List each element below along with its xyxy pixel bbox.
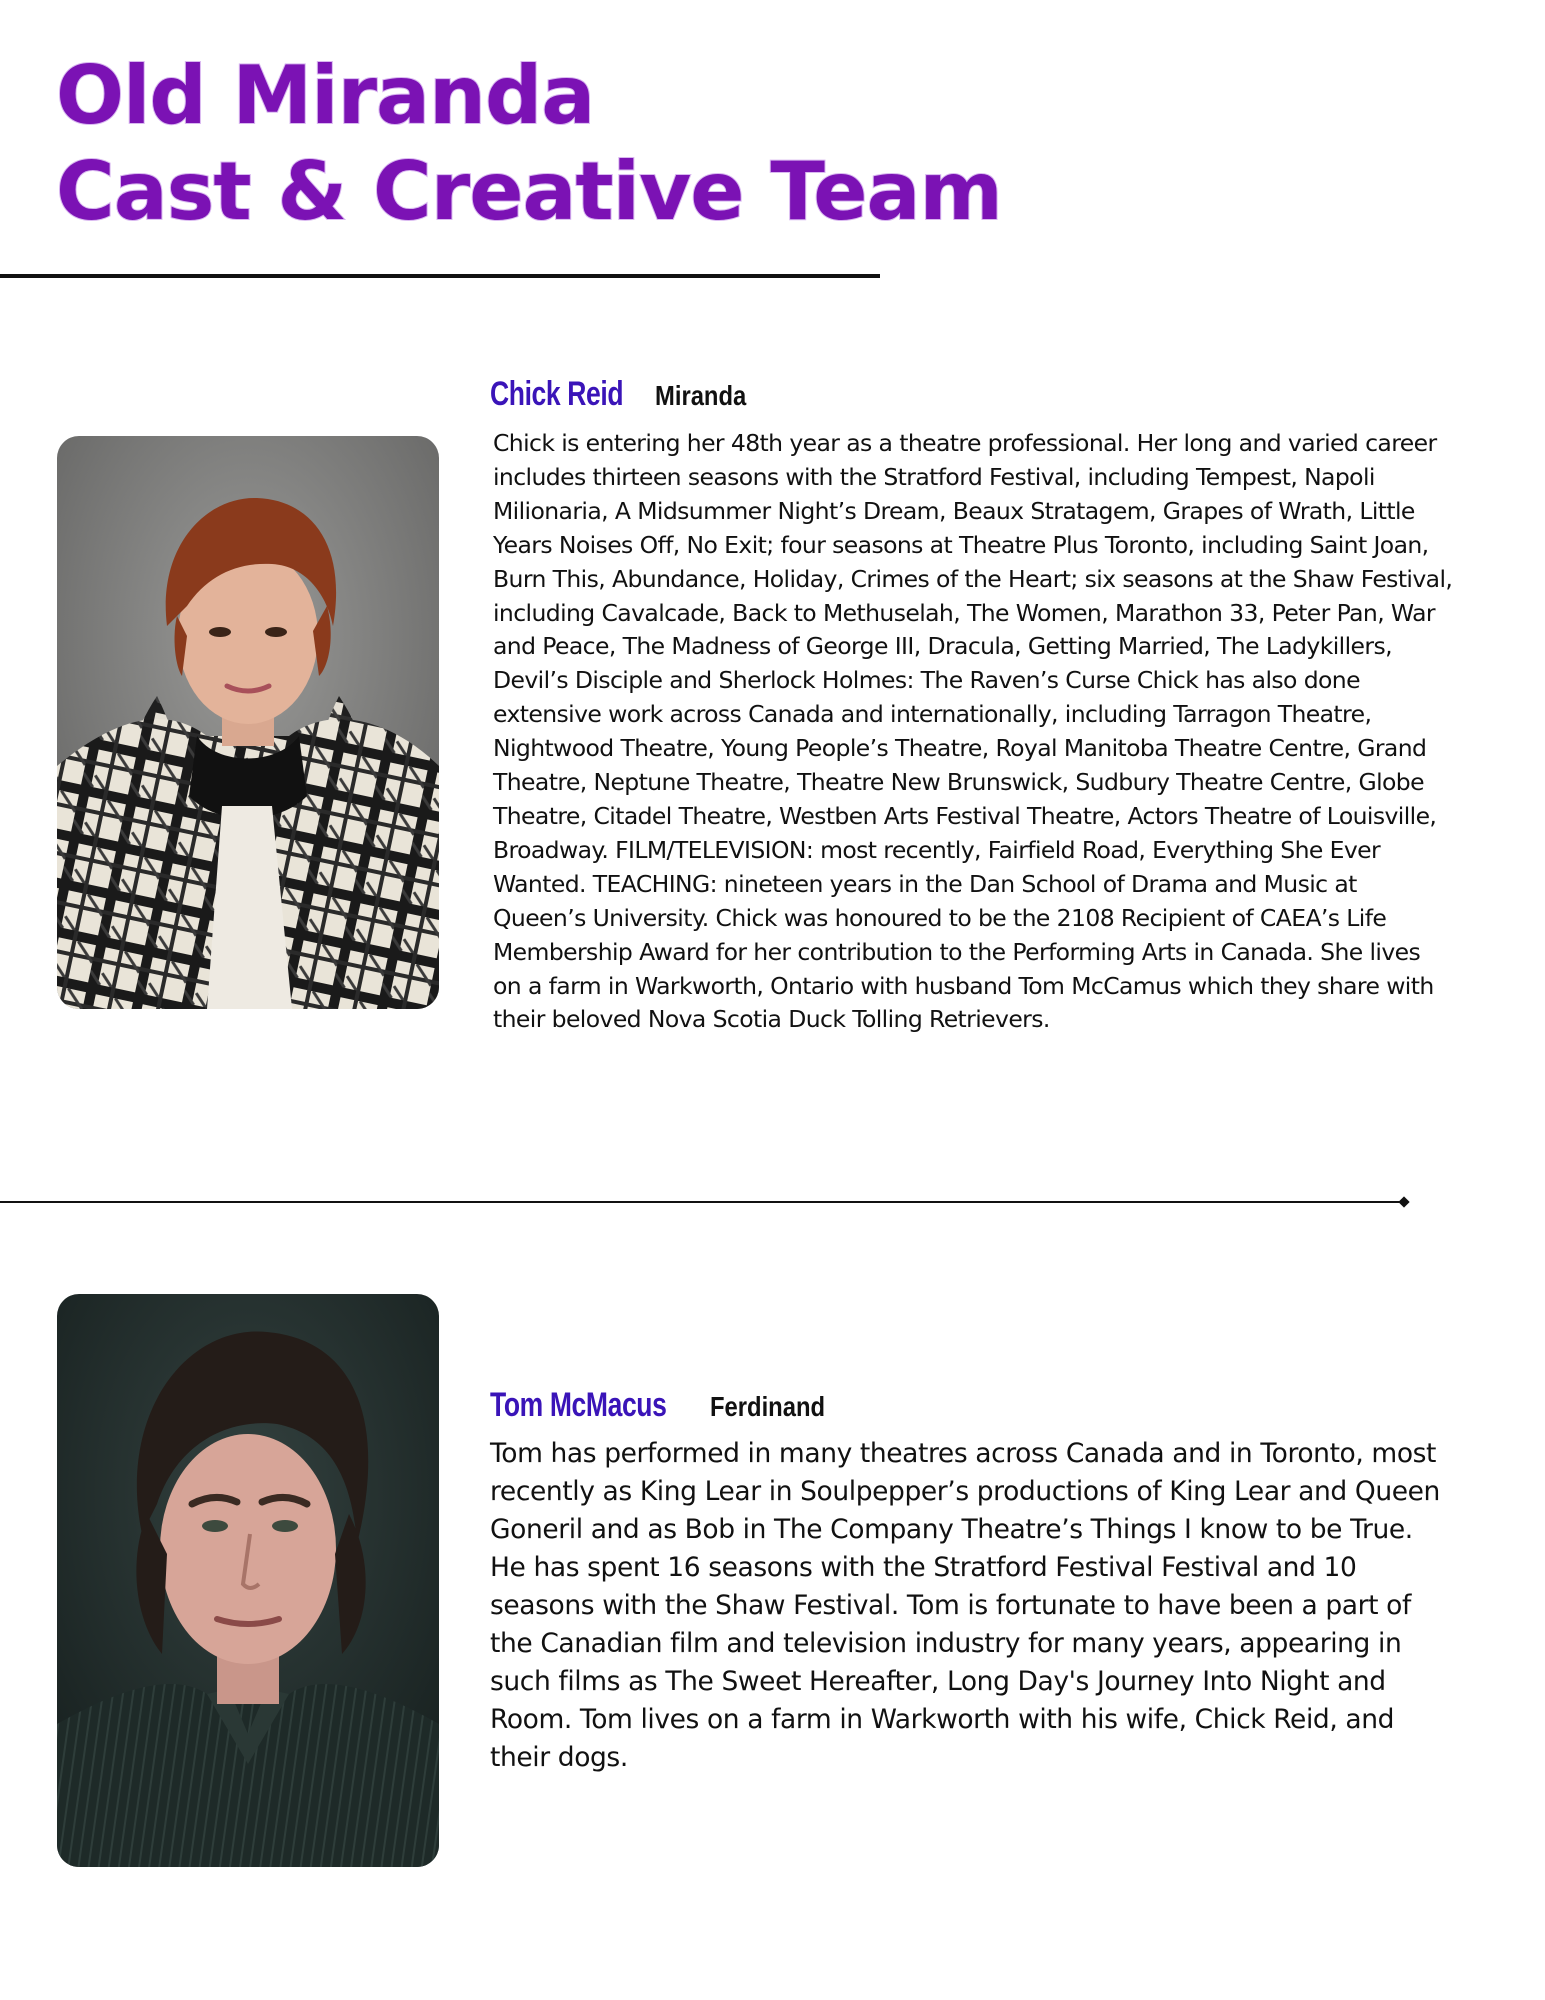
portrait-photo-chick-reid: [57, 436, 439, 1009]
person-role: Ferdinand: [710, 1391, 826, 1422]
cast-heading-tom-mcmacus: [490, 1386, 846, 1425]
page-title-line-1: Old Miranda: [56, 49, 595, 142]
section-divider: [0, 1201, 1405, 1203]
page-title: [56, 48, 1002, 240]
page-title-line-2: Cast & Creative Team: [56, 145, 1002, 238]
portrait-woman-icon: [57, 436, 439, 1009]
person-bio: Chick is entering her 48th year as a theatre professional. Her long and varied career includes thirteen seasons with the Stratford Festival, including Tempest, Napoli Milionaria, A Midsummer Night’s Dream, Beaux Stratagem, Grapes of Wrath, Little Years Noises Off, No Exit; four seasons at Theatre Plus Toronto, including Saint Joan, Burn This, Abundance, Holiday, Crimes of the Heart; six seasons at the Shaw Festival, including Cavalcade, Back to Methuselah, The Women, Marathon 33, Peter Pan, War and Peace, The Madness of George III, Dracula, Getting Married, The Ladykillers, Devil’s Disciple and Sherlock Holmes: The Raven’s Curse Chick has also done extensive work across Canada and internationally, including Tarragon Theatre, Nightwood Theatre, Young People’s Theatre, Royal Manitoba Theatre Centre, Grand Theatre, Neptune Theatre, Theatre New Brunswick, Sudbury Theatre Centre, Globe Theatre, Citadel Theatre, Westben Arts Festival Theatre, Actors Theatre of Louisville, Broadway. FILM/TELEVISION: most recently, Fairfield Road, Everything She Ever Wanted. TEACHING: nineteen years in the Dan School of Drama and Music at Queen’s University. Chick was honoured to be the 2108 Recipient of CAEA’s Life Membership Award for her contribution to the Performing Arts in Canada. She lives on a farm in Warkworth, Ontario with husband Tom McCamus which they share with their beloved Nova Scotia Duck Tolling Retrievers.: [493, 429, 1453, 1034]
person-bio: Tom has performed in many theatres across Canada and in Toronto, most recently as King Lear in Soulpepper’s productions of King Lear and Queen Goneril and as Bob in The Company Theatre’s Things I know to be True. He has spent 16 seasons with the Stratford Festival Festival and 10 seasons with the Shaw Festival. Tom is fortunate to have been a part of the Canadian film and television industry for many years, appearing in such films as The Sweet Hereafter, Long Day's Journey Into Night and Room. Tom lives on a farm in Warkworth with his wife, Chick Reid, and their dogs.: [490, 1438, 1440, 1773]
cast-heading-chick-reid: [490, 375, 762, 414]
person-name: Tom McMacus: [490, 1386, 667, 1424]
title-divider: [0, 274, 880, 278]
person-role: Miranda: [654, 380, 746, 411]
section-divider-end-dot: [1398, 1196, 1409, 1207]
portrait-man-icon: [57, 1294, 439, 1867]
portrait-photo-tom-mcmacus: [57, 1294, 439, 1867]
person-name: Chick Reid: [490, 375, 624, 413]
